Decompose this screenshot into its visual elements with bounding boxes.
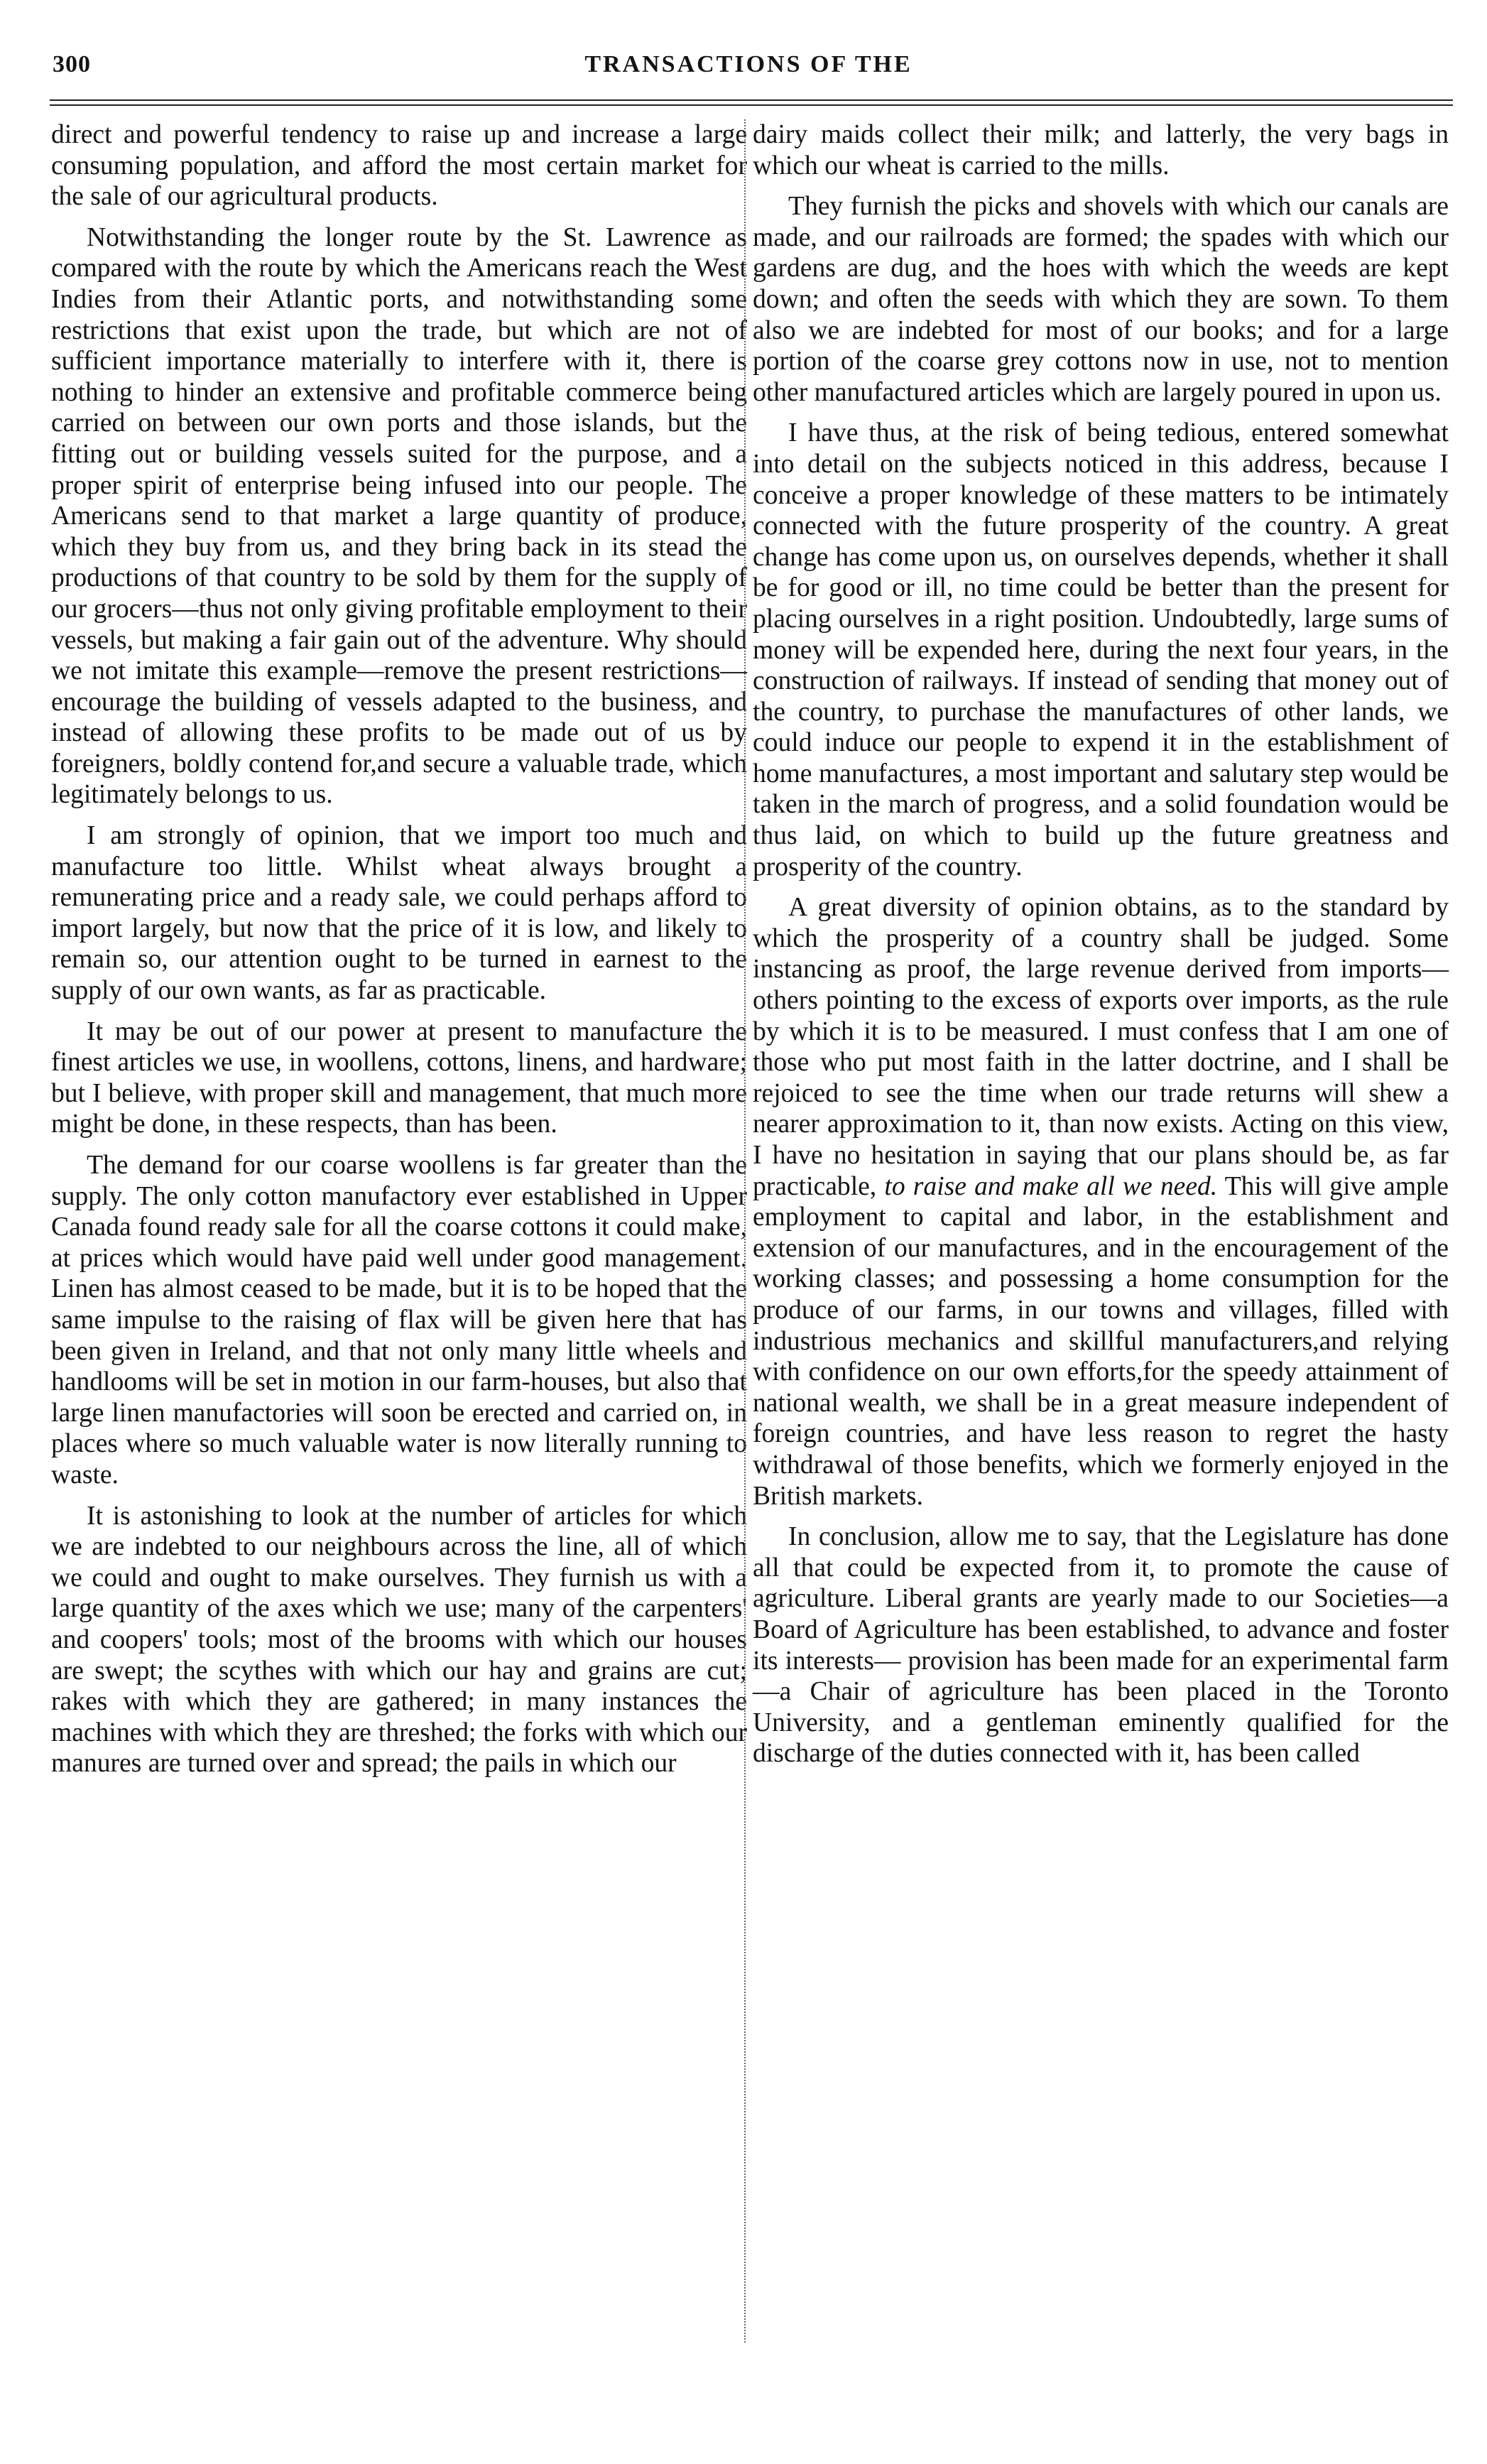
paragraph-text: A great diversity of opinion obtains, as to the standard by which the prosperity of a country shall be judged. Some instancing as proof, the large revenue derived from imports—others pointing to the excess of exports over imports, as the rule by which it is to be measured. I must confess that I am one of those who put most faith in the latter doctrine, and I shall be rejoiced to see the time when our trade returns will shew a nearer approximation to it, than now exists. Acting on this view, I have no hesitation in saying that our plans should be, as far practicable, xyxy=(753,893,1449,1201)
paragraph: They furnish the picks and shovels with which our canals are made, and our railroads are formed; the spades with which our gardens are dug, and the hoes with which the weeds are kept down; and often the seeds with which they are sown. To them also we are indebted for most of our books; and for a large portion of the coarse grey cottons now in use, not to mention other manufactured articles which are largely poured in upon us. xyxy=(753,192,1449,407)
paragraph-text: This will give ample employment to capital and labor, in the establishment and extension of our manufactures, and in the encouragement of the working classes; and possessing a home consumption for the produce of our farms, in our towns and villages, filled with industrious mechanics and skillful manufacturers,and relying with confidence on our own efforts,for the speedy attainment of national wealth, we shall be in a great measure independent of foreign countries, and have less reason to regret the hasty withdrawal of those benefits, which we formerly enjoyed in the British markets. xyxy=(753,1171,1449,1511)
header-rule-upper xyxy=(50,99,1453,101)
paragraph: It is astonishing to look at the number of articles for which we are indebted to our neighbours across the line, all of which we could and ought to make ourselves. They furnish us with a large quantity of the axes which we use; many of the carpenters' and coopers' tools; most of the brooms with which our houses are swept; the scythes with which our hay and grains are cut; rakes with which they are gathered; in many instances the machines with which they are threshed; the forks with which our manures are turned over and spread; the pails in which our xyxy=(51,1501,747,1779)
paragraph: dairy maids collect their milk; and latterly, the very bags in which our wheat is carried to the mills. xyxy=(753,120,1449,180)
page-number: 300 xyxy=(53,51,91,77)
paragraph: It may be out of our power at present to manufacture the finest articles we use, in woollens, cottons, linens, and hardware; but I believe, with proper skill and management, that much more might be done, in these respects, than has been. xyxy=(51,1016,747,1139)
emphasized-phrase: to raise and make all we need. xyxy=(884,1171,1218,1201)
paragraph: direct and powerful tendency to raise up and increase a large consuming population, and afford the most certain market for the sale of our agricultural products. xyxy=(51,120,747,212)
paragraph: I am strongly of opinion, that we import too much and manufacture too little. Whilst wheat always brought a remunerating price and a ready sale, we could perhaps afford to import largely, but now that the price of it is low, and likely to remain so, our attention ought to be turned in earnest to the supply of our own wants, as far as practicable. xyxy=(51,821,747,1006)
header-rule-lower xyxy=(50,104,1453,106)
page-header xyxy=(44,51,1453,87)
paragraph-with-emphasis xyxy=(753,892,1449,1511)
paragraph: Notwithstanding the longer route by the St. Lawrence as compared with the route by which the Americans reach the West Indies from their Atlantic ports, and notwithstanding some restrictions that exist upon the trade, but which are not of sufficient importance materially to interfere with it, there is nothing to hinder an extensive and profitable commerce being carried on between our own ports and those islands, but the fitting out or building vessels suited for the purpose, and a proper spirit of enterprise being infused into our people. The Americans send to that market a large quantity of produce, which they buy from us, and they bring back in its stead the productions of that country to be sold by them for the supply of our grocers—thus not only giving profitable employment to their vessels, but making a fair gain out of the adventure. Why should we not imitate this example—remove the present restrictions—encourage the building of vessels adapted to the business, and instead of allowing these profits to be made out of us by foreigners, boldly contend for,and secure a valuable trade, which legitimately belongs to us. xyxy=(51,222,747,810)
column-divider xyxy=(744,119,746,2343)
paragraph: In conclusion, allow me to say, that the Legislature has done all that could be expected from it, to promote the cause of agriculture. Liberal grants are yearly made to our Societies—a Board of Agriculture has been established, to advance and foster its interests— provision has been made for an experimental farm—a Chair of agriculture has been placed in the Toronto University, and a gentleman eminently qualified for the discharge of the duties connected with it, has been called xyxy=(753,1522,1449,1769)
paragraph: I have thus, at the risk of being tedious, entered somewhat into detail on the subjects noticed in this address, because I conceive a proper knowledge of these matters to be intimately connected with the future prosperity of the country. A great change has come upon us, on ourselves depends, whether it shall be for good or ill, no time could be better than the present for placing ourselves in a right position. Undoubtedly, large sums of money will be expended here, during the next four years, in the construction of railways. If instead of sending that money out of the country, to purchase the manufactures of other lands, we could induce our people to expend it in the establishment of home manufactures, a most important and salutary step would be taken in the march of progress, and a solid foundation would be thus laid, on which to build up the future greatness and prosperity of the country. xyxy=(753,418,1449,881)
running-title: TRANSACTIONS OF THE xyxy=(584,51,913,77)
right-column xyxy=(753,119,1449,1769)
paragraph: The demand for our coarse woollens is far greater than the supply. The only cotton manufactory ever established in Upper Canada found ready sale for all the coarse cottons it could make, at prices which would have paid well under good management. Linen has almost ceased to be made, but it is to be hoped that the same impulse to the raising of flax will be given here that has been given in Ireland, and that not only many little wheels and handlooms will be set in motion in our farm-houses, but also that large linen manufactories will soon be erected and carried on, in places where so much valuable water is now literally running to waste. xyxy=(51,1151,747,1489)
left-column xyxy=(51,119,747,1779)
